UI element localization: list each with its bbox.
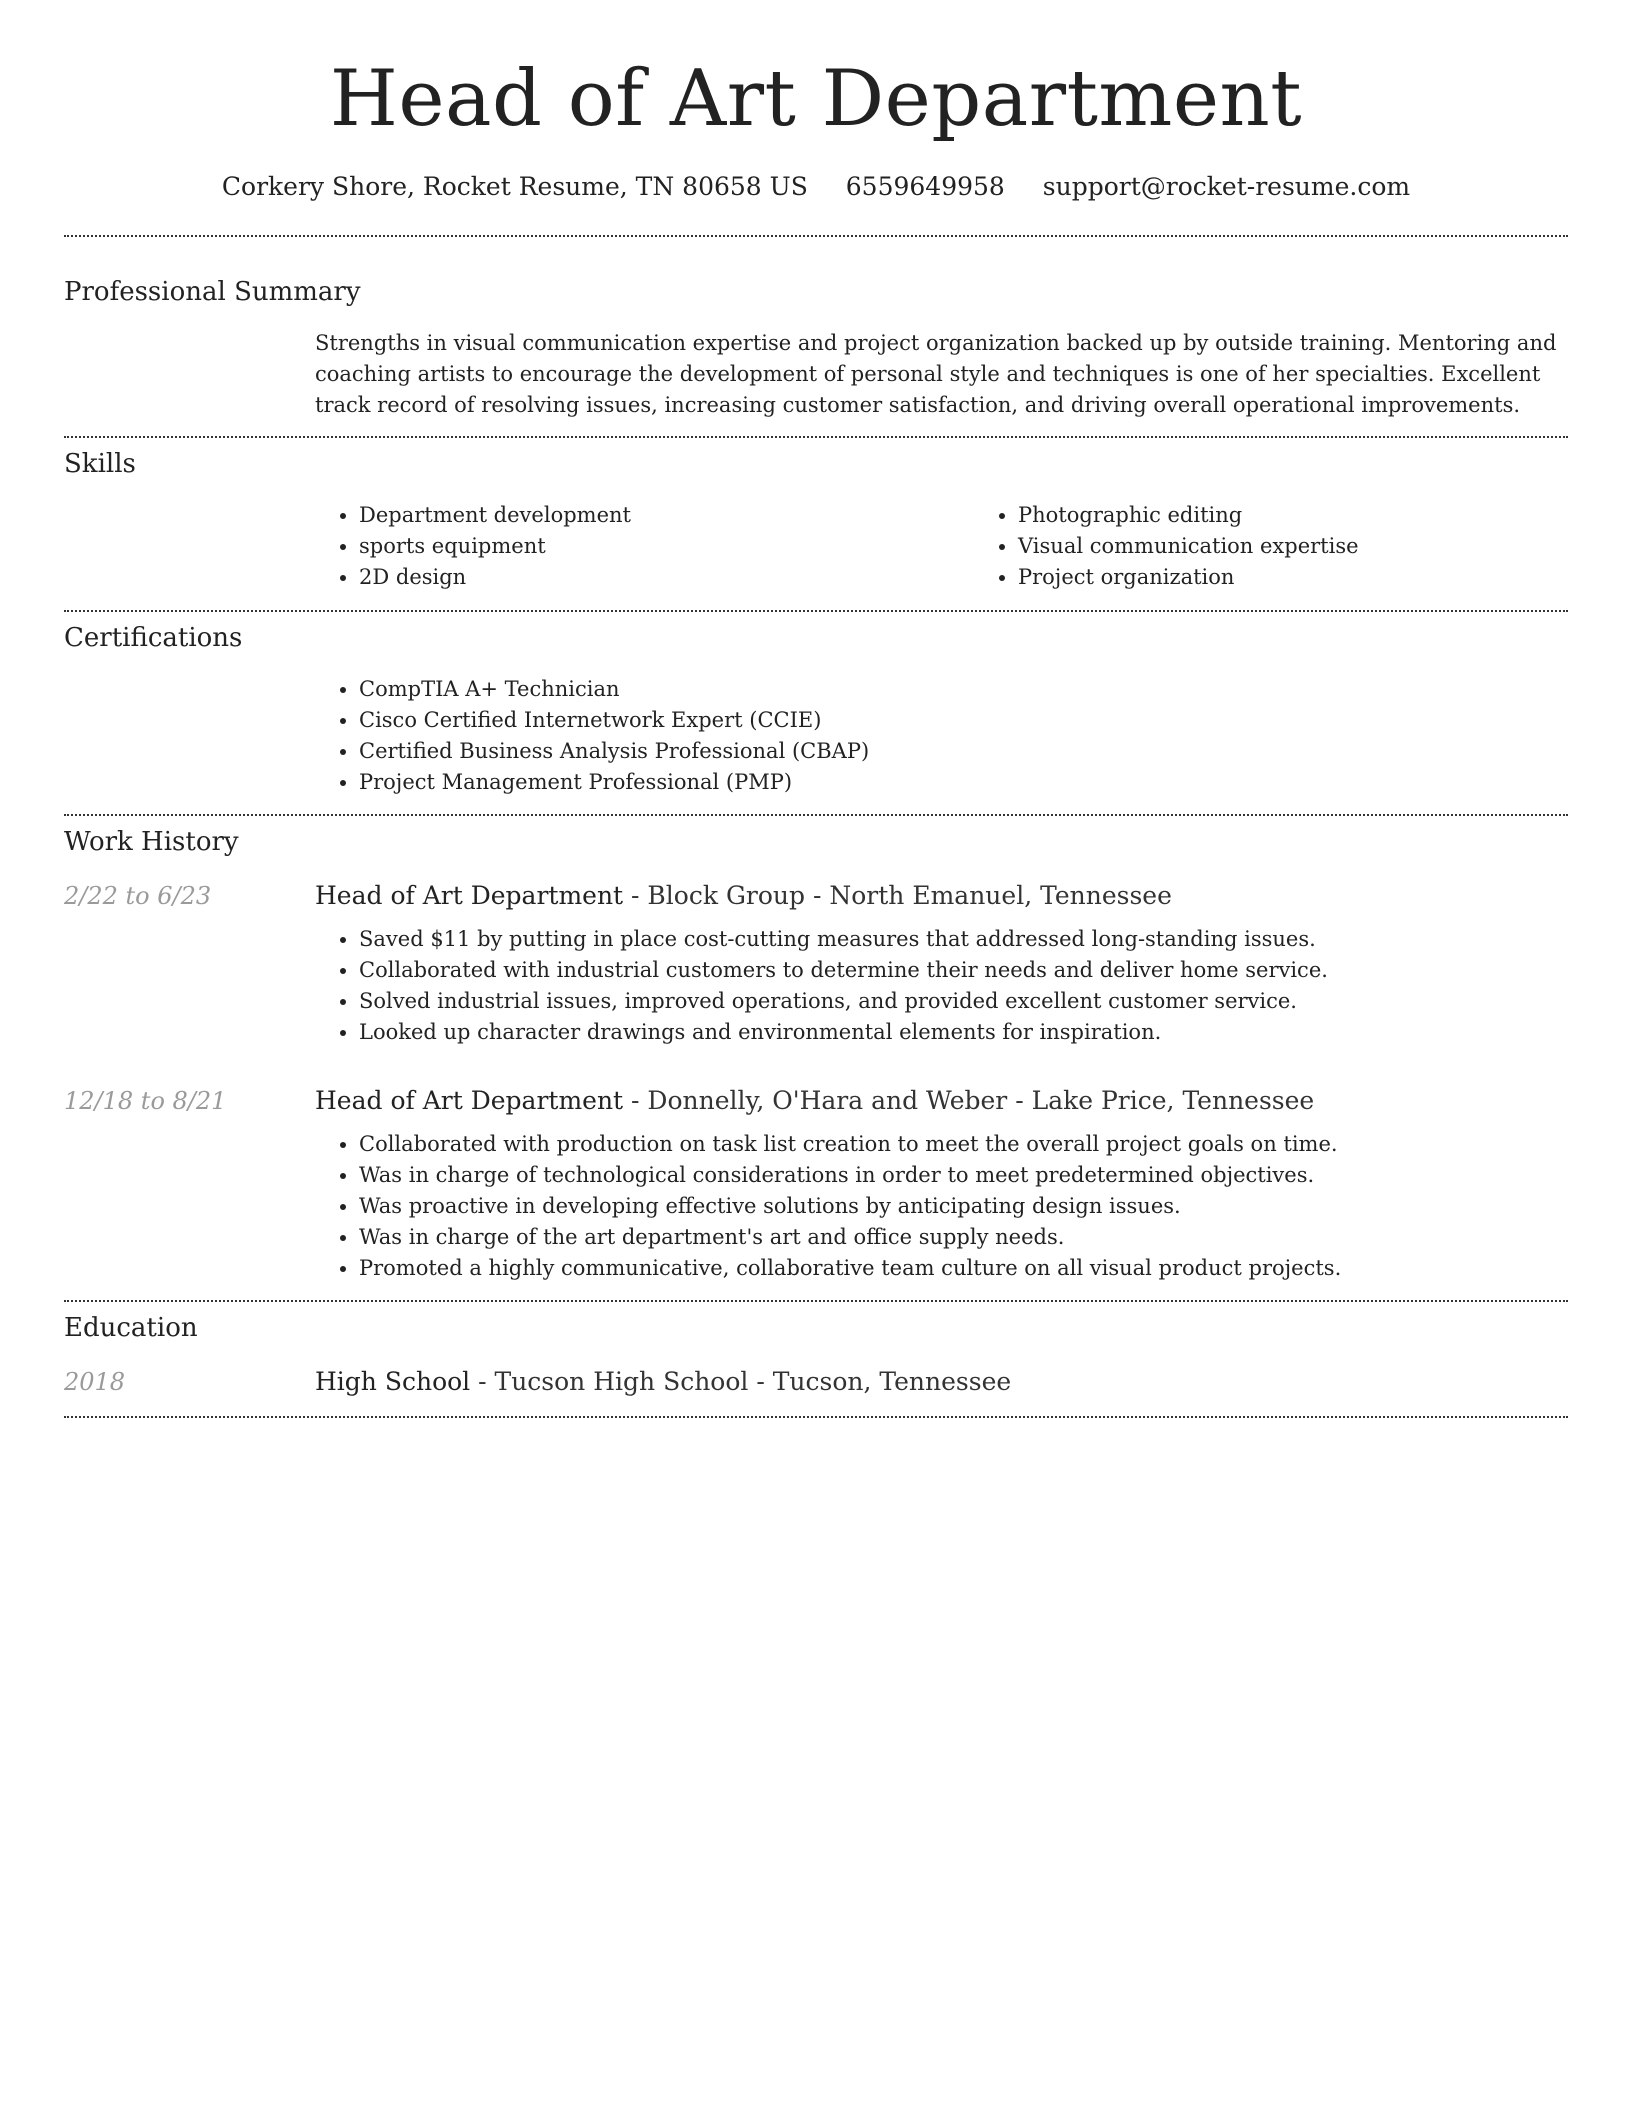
contact-phone: 6559649958 xyxy=(845,172,1005,201)
section-title-work-history: Work History xyxy=(64,827,239,857)
job-entry xyxy=(64,881,1568,1048)
job-dates: 12/18 to 8/21 xyxy=(64,1087,227,1115)
list-item: • Was proactive in developing effective solutions by anticipating design issues. xyxy=(359,1191,1568,1222)
job-header xyxy=(64,881,1568,910)
list-item: • Saved $11 by putting in place cost-cutting measures that addressed long-standing issues. xyxy=(359,924,1568,955)
list-item: • Project organization xyxy=(1018,562,1632,593)
section-title-skills: Skills xyxy=(64,449,136,479)
list-item: • Cisco Certified Internetwork Expert (CCIE) xyxy=(359,705,1568,736)
education-school-location: - Tucson High School - Tucson, Tennessee xyxy=(470,1367,1012,1396)
section-title-education: Education xyxy=(64,1313,198,1343)
list-item: • Promoted a highly communicative, collaborative team culture on all visual product projects. xyxy=(359,1253,1568,1284)
summary-text: Strengths in visual communication expertise and project organization backed up by outside training. Mentoring and coaching artists to encourage the development of personal style and techniques is one of her specialties. Excellent track record of resolving issues, increasing customer satisfaction, and driving overall operational improvements. xyxy=(315,331,1557,417)
job-title xyxy=(315,881,1172,910)
job-bullets xyxy=(315,924,1568,1048)
section-title-summary: Professional Summary xyxy=(64,277,361,307)
job-role: Head of Art Department xyxy=(315,1086,624,1115)
list-item: • Collaborated with production on task list creation to meet the overall project goals on time. xyxy=(359,1129,1568,1160)
list-item: • Looked up character drawings and environmental elements for inspiration. xyxy=(359,1017,1568,1048)
contact-email: support@rocket-resume.com xyxy=(1042,172,1411,201)
work-history-section xyxy=(64,816,1568,1284)
education-date: 2018 xyxy=(64,1368,126,1396)
education-degree: High School xyxy=(315,1367,471,1396)
list-item: • Was in charge of technological considerations in order to meet predetermined objectives. xyxy=(359,1160,1568,1191)
skills-list-left xyxy=(315,500,974,593)
job-bullets xyxy=(315,1129,1568,1284)
job-details xyxy=(315,924,1568,1048)
list-item: • Project Management Professional (PMP) xyxy=(359,767,1568,798)
list-item: • Department development xyxy=(359,500,974,531)
skills-list-right xyxy=(974,500,1632,593)
skills-grid xyxy=(315,500,1568,593)
education-title xyxy=(315,1367,1011,1396)
divider xyxy=(64,1416,1568,1418)
list-item: • Photographic editing xyxy=(1018,500,1632,531)
resume-page xyxy=(64,0,1568,1418)
summary-section xyxy=(64,237,1568,421)
certifications-section xyxy=(64,612,1568,798)
list-item: • Collaborated with industrial customers to determine their needs and deliver home service. xyxy=(359,955,1568,986)
section-title-certifications: Certifications xyxy=(64,623,243,653)
education-entry xyxy=(64,1367,1568,1396)
resume-title: Head of Art Department xyxy=(329,54,1303,144)
job-employer-location: - Donnelly, O'Hara and Weber - Lake Price, Tennessee xyxy=(623,1086,1315,1115)
certifications-list xyxy=(315,674,1568,798)
contact-line xyxy=(64,172,1568,201)
education-section xyxy=(64,1302,1568,1396)
job-title xyxy=(315,1086,1314,1115)
job-dates: 2/22 to 6/23 xyxy=(64,882,212,910)
list-item: • CompTIA A+ Technician xyxy=(359,674,1568,705)
list-item: • Solved industrial issues, improved operations, and provided excellent customer service. xyxy=(359,986,1568,1017)
contact-address: Corkery Shore, Rocket Resume, TN 80658 US xyxy=(221,172,808,201)
list-item: • sports equipment xyxy=(359,531,974,562)
job-employer-location: - Block Group - North Emanuel, Tennessee xyxy=(623,881,1172,910)
list-item: • Certified Business Analysis Professional (CBAP) xyxy=(359,736,1568,767)
job-details xyxy=(315,1129,1568,1284)
list-item: • Visual communication expertise xyxy=(1018,531,1632,562)
job-header xyxy=(64,1086,1568,1115)
list-item: • Was in charge of the art department's art and office supply needs. xyxy=(359,1222,1568,1253)
certifications-body xyxy=(315,674,1568,798)
skills-section xyxy=(64,438,1568,593)
job-role: Head of Art Department xyxy=(315,881,624,910)
list-item: • 2D design xyxy=(359,562,974,593)
job-entry xyxy=(64,1086,1568,1284)
